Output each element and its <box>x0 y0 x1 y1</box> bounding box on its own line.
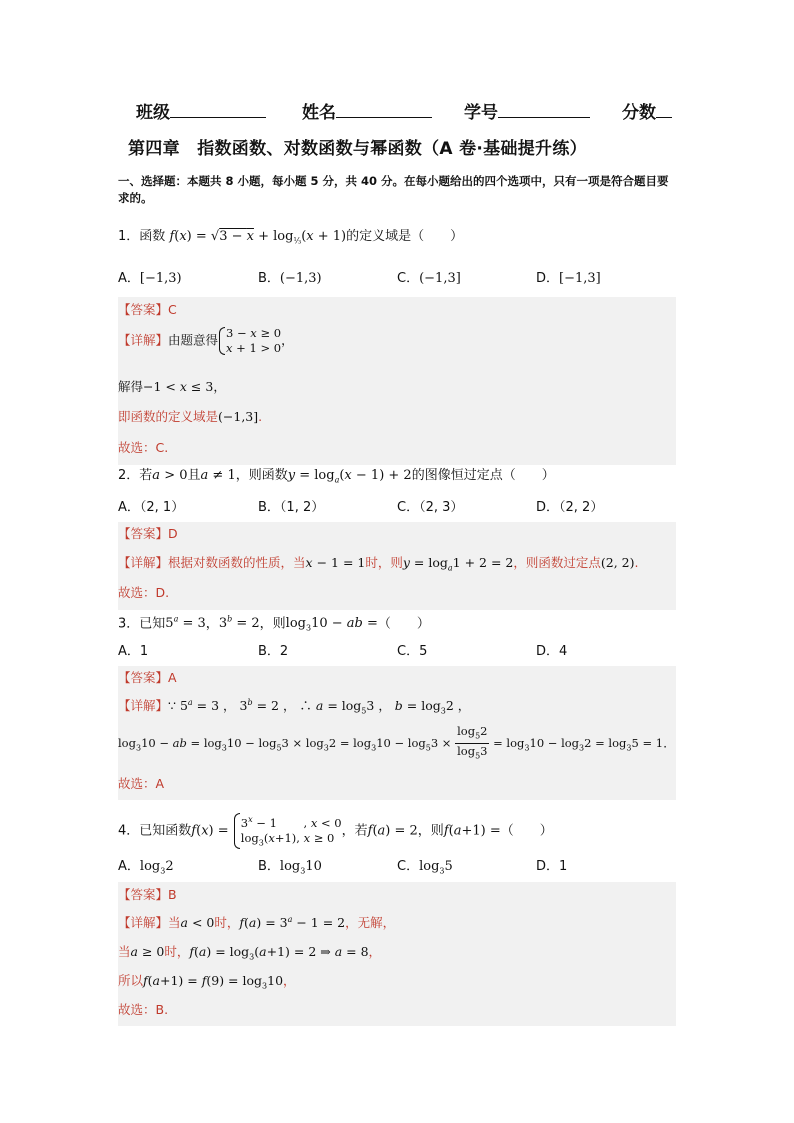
answer-block-3 <box>118 666 676 800</box>
question-3-stem: 3．已知$5^a = 3$，$3^b = 2$，则$\log_310$ − ab =（ ） <box>118 615 430 633</box>
option-b[interactable]: B．2 <box>258 644 289 659</box>
student-id-field: 学号 <box>464 98 590 123</box>
choice-line: 故选：A <box>118 776 165 791</box>
choice-line: 故选：B. <box>118 1002 169 1017</box>
choice-line: 故选：D. <box>118 585 170 600</box>
option-a[interactable]: A．[−1,3) <box>118 271 182 286</box>
answer-line: 【答案】D <box>118 526 178 541</box>
student-id-blank[interactable] <box>498 99 590 118</box>
class-field: 班级 <box>136 98 266 123</box>
answer-block-2 <box>118 522 676 610</box>
option-c[interactable]: C．5 <box>397 644 428 659</box>
detail-line: 当a ≥ 0时，$f(a) = \log_3(a+1) = 2$ ⇒ a = 8， <box>118 944 382 962</box>
answer-line: 【答案】C <box>118 302 177 317</box>
option-d[interactable]: D．4 <box>536 644 568 659</box>
name-field: 姓名 <box>302 98 432 123</box>
question-4-options <box>118 855 678 875</box>
option-d[interactable]: D．[−1,3] <box>536 271 601 286</box>
option-c[interactable]: C．(−1,3] <box>397 271 461 286</box>
option-b[interactable]: B．（1, 2） <box>258 500 325 515</box>
detail-line: 所以$f(a+1) = f(9) = \log_310$， <box>118 973 296 991</box>
option-d[interactable]: D．（2, 2） <box>536 500 604 515</box>
option-b[interactable]: B．$\log_310$ <box>258 859 322 876</box>
question-3-options <box>118 640 678 660</box>
question-2-stem: 2．若a > 0且a ≠ 1，则函数$y = \log_a(x - 1) + 2$的图像恒过定点（ ） <box>118 468 555 485</box>
question-1-options <box>118 267 678 287</box>
answer-block-1 <box>118 297 676 465</box>
option-c[interactable]: C．$\log_35$ <box>397 859 453 876</box>
chapter-title: 第四章 指数函数、对数函数与幂函数（A 卷·基础提升练） <box>128 139 587 159</box>
question-4-stem: 4．已知函数f(x) = $3^x - 1$ , x < 0 $\log_3(x+1)$, x ≥ 0 ，若f(a) = 2，则f(a+1) =（ ） <box>118 812 678 850</box>
detail-line: 即函数的定义域是(−1,3]. <box>118 409 263 424</box>
question-2-options <box>118 496 678 516</box>
detail-line: 解得−1 < x ≤ 3， <box>118 379 226 394</box>
score-field: 分数 <box>622 98 672 123</box>
question-1-stem: 1．函数 $f(x) = √3 - x + \log_{\frac{1}{3}}(x + 1)$的定义域是（ ） <box>118 229 464 246</box>
detail-line: 【详解】由题意得 3 − x ≥ 0 x + 1 > 0 ， <box>118 326 294 355</box>
inequality-system: 3 − x ≥ 0 x + 1 > 0 <box>218 326 281 356</box>
derivation-line: $\log_310$ − ab = $\log_310 - \log_53 \times \log_32 = \log_310 - \log_53$ × $\frac{\log_52}{\log_53}$ = $\log_310 - \log_32 = \log_35 = 1$. <box>118 724 676 764</box>
q1-formula: f <box>169 229 175 244</box>
section-intro: 一、选择题：本题共 8 小题，每小题 5 分，共 40 分。在每小题给出的四个选项中，只有一项是符合题目要求的。 <box>118 174 669 205</box>
detail-line: 【详解】∵ $5^a = 3$ ， $3^b = 2$ ， ∴ $a = \log_53$ ， $b = \log_32$ ， <box>118 697 471 716</box>
class-blank[interactable] <box>170 99 266 118</box>
name-blank[interactable] <box>336 99 432 118</box>
detail-line: 【详解】当a < 0时，$f(a) = 3^a - 1 = 2$，无解， <box>118 914 396 930</box>
answer-line: 【答案】B <box>118 887 177 902</box>
detail-line: 【详解】根据对数函数的性质，当x − 1 = 1时，则$y = \log_a1 + 2 = 2$，则函数过定点(2, 2). <box>118 555 639 573</box>
option-a[interactable]: A．（2, 1） <box>118 500 185 515</box>
option-a[interactable]: A．1 <box>118 644 149 659</box>
option-b[interactable]: B．(−1,3) <box>258 271 322 286</box>
option-a[interactable]: A．$\log_32$ <box>118 859 174 876</box>
piecewise-function: $3^x - 1$ , x < 0 $\log_3(x+1)$, x ≥ 0 <box>233 812 342 850</box>
fraction: $\frac{\log_52}{\log_53}$ <box>457 724 488 761</box>
score-blank[interactable] <box>656 99 672 118</box>
answer-line: 【答案】A <box>118 670 177 685</box>
option-c[interactable]: C．（2, 3） <box>397 500 464 515</box>
answer-block-4 <box>118 882 676 1026</box>
choice-line: 故选：C. <box>118 440 169 455</box>
student-info-header <box>136 98 676 122</box>
option-d[interactable]: D．1 <box>536 859 568 874</box>
